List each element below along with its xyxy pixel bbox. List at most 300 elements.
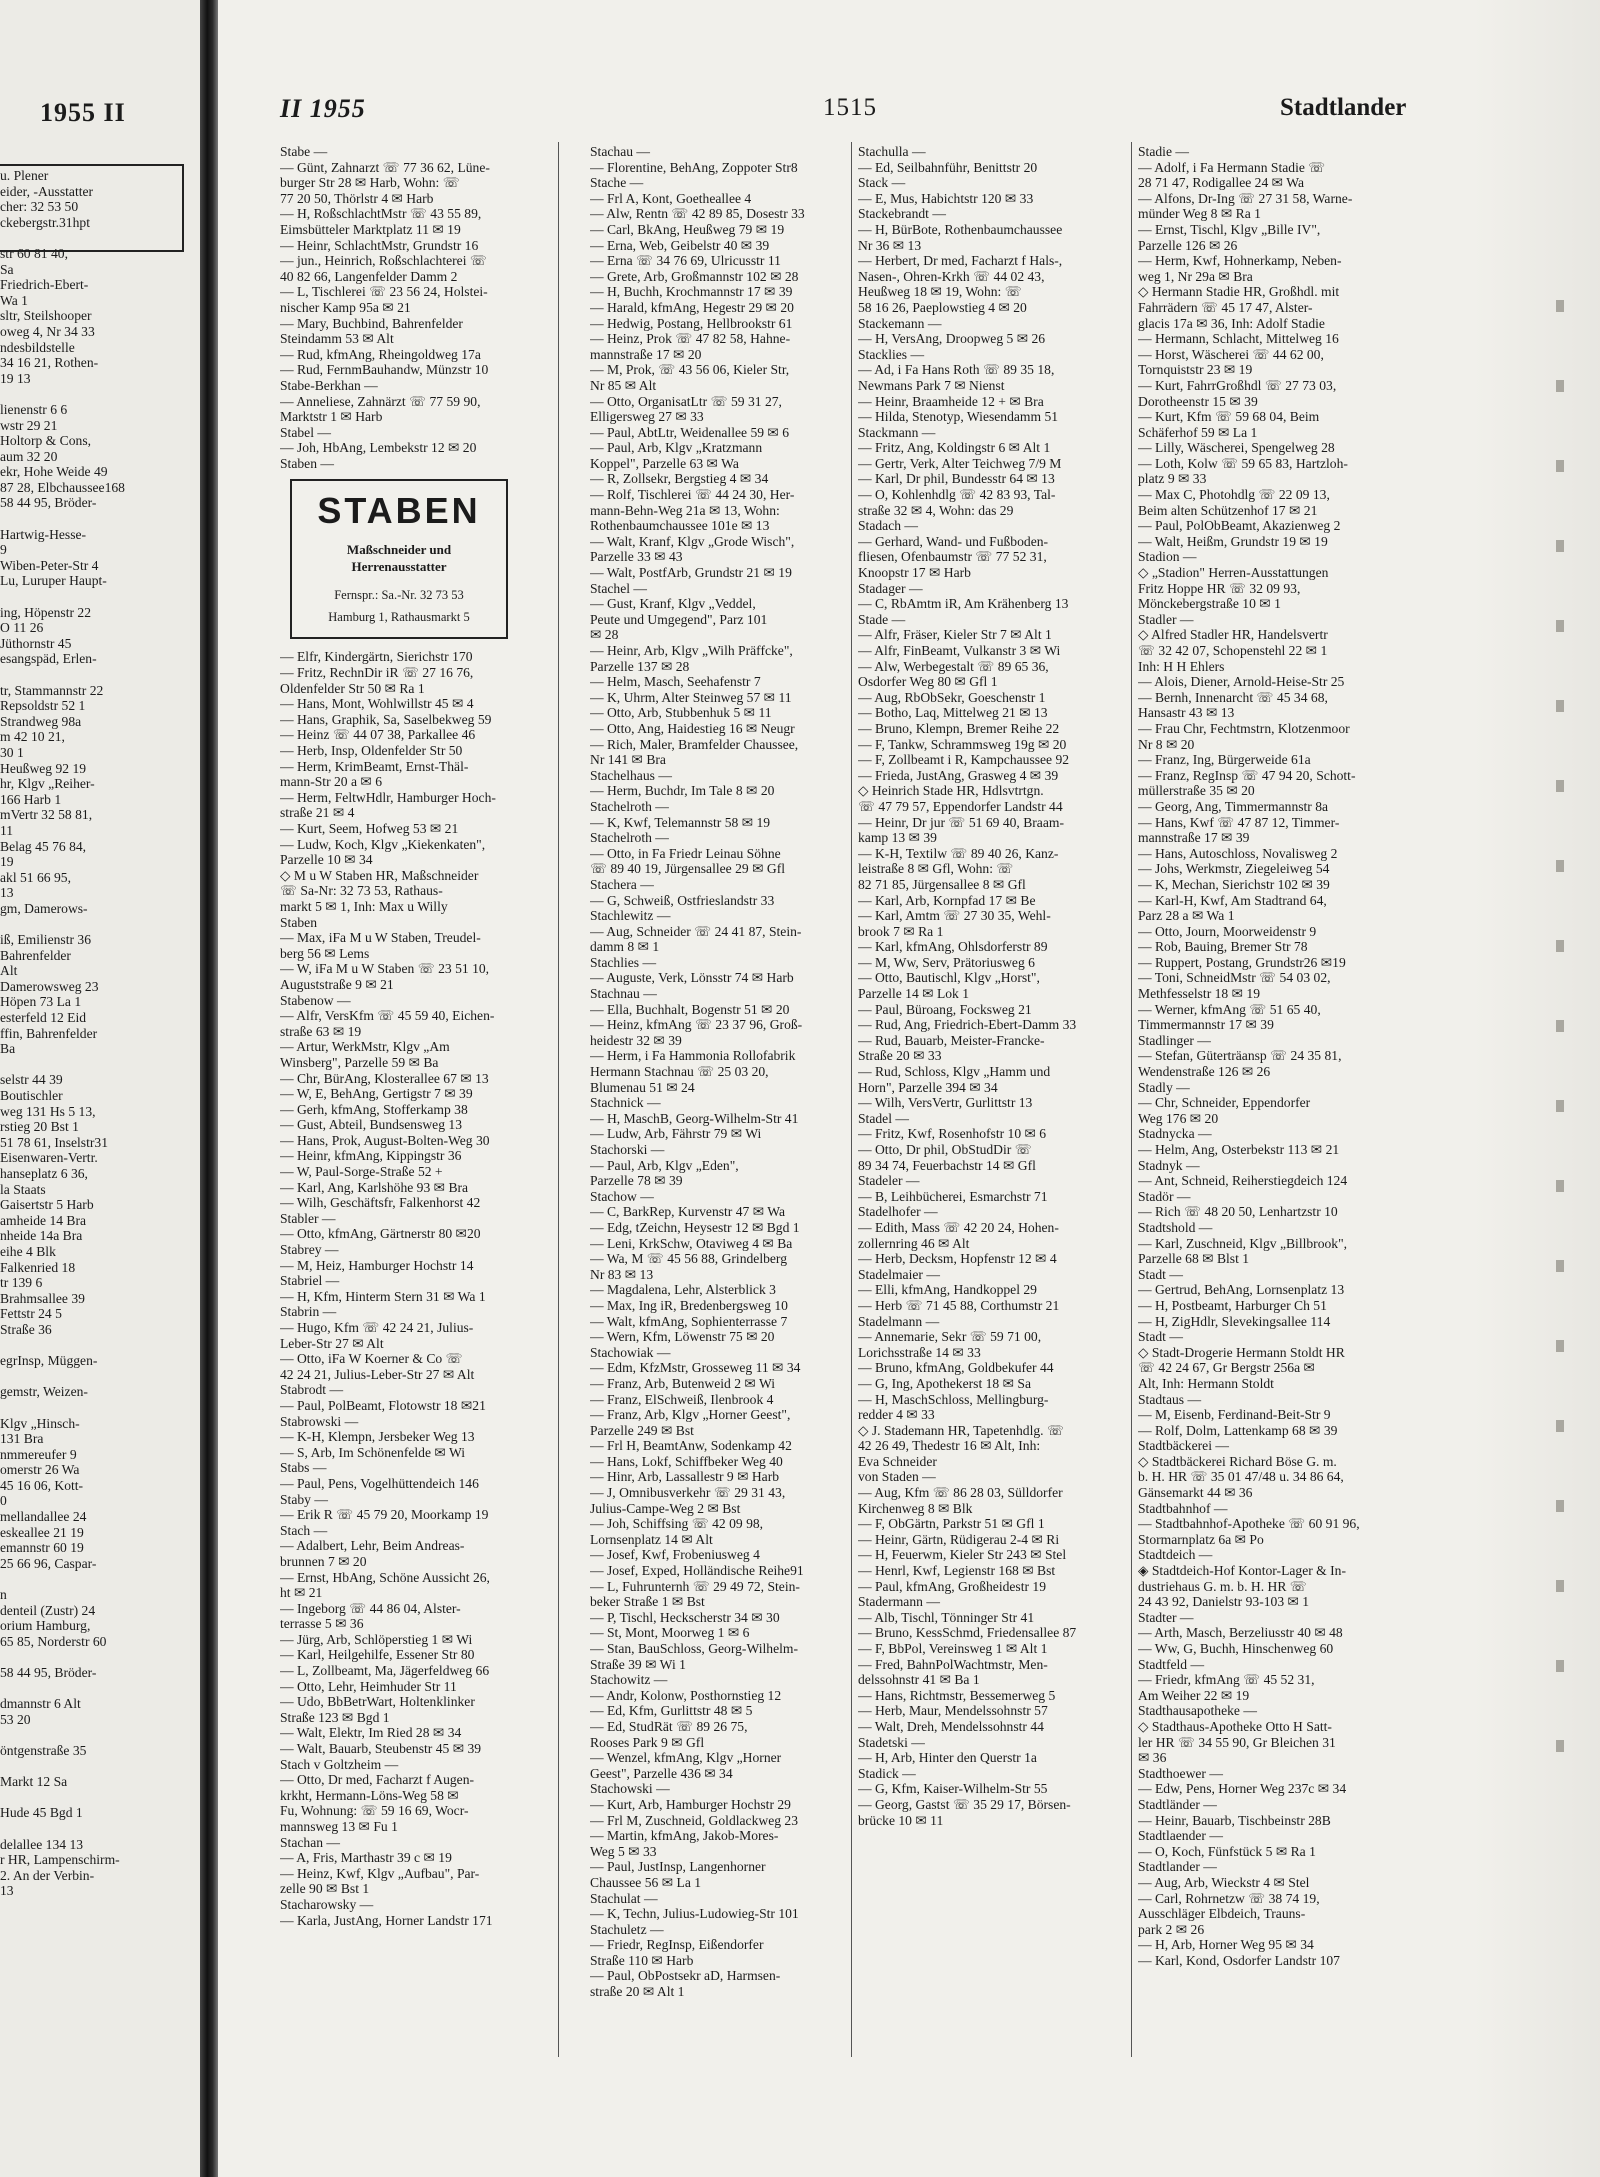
directory-entry-line: — Ludw, Koch, Klgv „Kiekenkaten", (280, 836, 486, 852)
directory-entry-line: Marktstr 1 ✉ Harb (280, 409, 383, 425)
directory-entry-line: — Herb, Insp, Oldenfelder Str 50 (280, 743, 463, 759)
directory-entry-line: Nr 83 ✉ 13 (590, 1266, 654, 1282)
directory-entry-line: Stabel — (280, 424, 331, 440)
directory-entry-line: Stadnyk — (1138, 1157, 1200, 1173)
directory-entry-line: Stabrey — (280, 1242, 339, 1258)
directory-entry-line: ☏ 42 24 67, Gr Bergstr 256a ✉ (1138, 1360, 1315, 1376)
directory-entry-line: — Aug, Kfm ☏ 86 28 03, Sülldorfer (858, 1485, 1063, 1501)
directory-entry-line: Stadly — (1138, 1079, 1190, 1095)
directory-entry-line: — Johs, Werkmstr, Ziegeleiweg 54 (1138, 861, 1330, 877)
directory-entry-line (0, 230, 196, 246)
directory-entry-line: O 11 26 (0, 620, 44, 636)
directory-entry-line: — Hans, Richtmstr, Bessemerweg 5 (858, 1687, 1056, 1703)
directory-entry-line: — Ad, i Fa Hans Roth ☏ 89 35 18, (858, 362, 1055, 378)
directory-entry-line: Repsoldstr 52 1 (0, 698, 86, 714)
directory-entry-line: — Heinr, kfmAng, Kippingstr 36 (280, 1148, 462, 1164)
directory-entry-line: Stadt — (1138, 1266, 1183, 1282)
directory-entry-line: ler HR ☏ 34 55 90, Gr Bleichen 31 (1138, 1734, 1336, 1750)
directory-entry-line: Stadör — (1138, 1188, 1191, 1204)
directory-entry-line (0, 1727, 196, 1743)
directory-entry-line: — J, Omnibusverkehr ☏ 29 31 43, (590, 1485, 786, 1501)
directory-entry-line: — Heinz, Prok ☏ 47 82 58, Hahne- (590, 331, 791, 347)
directory-entry-line: — Joh, Schiffsing ☏ 42 09 98, (590, 1516, 764, 1532)
page-header (218, 94, 1600, 128)
directory-entry-line: — Kurt, Arb, Hamburger Hochstr 29 (590, 1796, 791, 1812)
directory-entry-line: — K, Mechan, Sierichstr 102 ✉ 39 (1138, 876, 1330, 892)
directory-entry-line: Fettstr 24 5 (0, 1306, 62, 1322)
directory-entry-line: ekr, Hohe Weide 49 (0, 464, 108, 480)
directory-entry-line: Stadtdeich — (1138, 1547, 1213, 1563)
directory-entry-line: Stadthoewer — (1138, 1765, 1223, 1781)
directory-entry-line: — Ernst, Tischl, Klgv „Bille IV", (1138, 221, 1321, 237)
margin-mark (1556, 460, 1564, 472)
margin-mark (1556, 860, 1564, 872)
directory-entry-line: — Hilda, Stenotyp, Wiesendamm 51 (858, 409, 1059, 425)
directory-entry-line: Stadie — (1138, 144, 1189, 159)
directory-entry-line: park 2 ✉ 26 (1138, 1921, 1205, 1937)
directory-entry-line: Stadtshold — (1138, 1219, 1213, 1235)
directory-entry-line: Newmans Park 7 ✉ Nienst (858, 377, 1005, 393)
directory-entry-line: esangspäd, Erlen- (0, 651, 97, 667)
directory-entry-line: Stach — (280, 1522, 328, 1538)
directory-entry-line: — M, Heiz, Hamburger Hochstr 14 (280, 1257, 474, 1273)
directory-entry-line: münder Weg 8 ✉ Ra 1 (1138, 206, 1261, 222)
directory-entry-line: — Loth, Kolw ☏ 59 65 83, Hartzloh- (1138, 455, 1348, 471)
directory-entry-line: ◇ Alfred Stadler HR, Handelsvertr (1138, 627, 1328, 643)
directory-entry-line: Parzelle 78 ✉ 39 (590, 1173, 683, 1189)
directory-entry-line: — Herbert, Dr med, Facharzt f Hals-, (858, 253, 1063, 269)
directory-entry-line: Staben (280, 914, 317, 930)
directory-entry-line: — Max, Ing iR, Bredenbergsweg 10 (590, 1297, 788, 1313)
directory-entry-line: — H, BürBote, Rothenbaumchaussee (858, 221, 1063, 237)
directory-entry-line: 19 (0, 854, 14, 870)
directory-entry-line: lienenstr 6 6 (0, 401, 68, 417)
directory-entry-line: — Wern, Kfm, Löwenstr 75 ✉ 20 (590, 1329, 775, 1345)
directory-entry-line: — R, Zollsekr, Bergstieg 4 ✉ 34 (590, 471, 769, 487)
directory-entry-line: — Hans, Autoschloss, Novalisweg 2 (1138, 845, 1338, 861)
directory-entry-line: — Friedr, kfmAng ☏ 45 52 31, (1138, 1672, 1315, 1688)
directory-entry-line: mannstraße 17 ✉ 20 (590, 346, 702, 362)
margin-mark (1556, 700, 1564, 712)
directory-entry-line: brook 7 ✉ Ra 1 (858, 923, 944, 939)
directory-entry-line: — Mary, Buchbind, Bahrenfelder (280, 315, 463, 331)
directory-entry-line: — Hans, Prok, August-Bolten-Weg 30 (280, 1132, 490, 1148)
directory-entry-line: — C, BarkRep, Kurvenstr 47 ✉ Wa (590, 1204, 786, 1220)
directory-entry-line: Fahrrädern ☏ 45 17 47, Alster- (1138, 299, 1313, 315)
directory-entry-line: — Walt, PostfArb, Grundstr 21 ✉ 19 (590, 565, 792, 581)
directory-entry-line: — Heinr, Dr jur ☏ 51 69 40, Braam- (858, 814, 1064, 830)
directory-entry-line: 42 26 49, Thedestr 16 ✉ Alt, Inh: (858, 1438, 1041, 1454)
directory-entry-line: — Heinr, Arb, Klgv „Wilh Präffcke", (590, 643, 793, 658)
directory-entry-line: — K-H, Textilw ☏ 89 40 26, Kanz- (858, 845, 1059, 861)
directory-entry-line: heidestr 32 ✉ 39 (590, 1032, 682, 1048)
directory-entry-line: Hansastr 43 ✉ 13 (1138, 705, 1235, 721)
directory-entry-line: — Gust, Abteil, Bundsensweg 13 (280, 1117, 463, 1133)
directory-entry-line: gm, Damerows- (0, 900, 88, 916)
directory-entry-line: damm 8 ✉ 1 (590, 939, 660, 955)
directory-entry-line: Julius-Campe-Weg 2 ✉ Bst (590, 1500, 741, 1516)
directory-entry-line: — M, Prok, ☏ 43 56 06, Kieler Str, (590, 362, 790, 378)
directory-entry-line: — Herb ☏ 71 45 88, Corthumstr 21 (858, 1297, 1060, 1313)
directory-entry-line: Stadion — (1138, 549, 1197, 565)
directory-entry-line: Wendenstraße 126 ✉ 26 (1138, 1064, 1271, 1080)
directory-entry-line: Stachlies — (590, 954, 657, 970)
directory-entry-line: 58 44 95, Bröder- (0, 1665, 97, 1680)
directory-entry-line: ✉ 36 (1138, 1750, 1167, 1766)
directory-entry-line: — Karl, Ang, Karlshöhe 93 ✉ Bra (280, 1179, 469, 1195)
directory-entry-line: ◇ Heinrich Stade HR, Hdlsvtrtgn. (858, 783, 1044, 799)
directory-entry-line: Methfesselstr 18 ✉ 19 (1138, 986, 1261, 1002)
directory-entry-line: 0 (0, 1493, 7, 1509)
directory-entry-line: — Elli, kfmAng, Handkoppel 29 (858, 1282, 1037, 1298)
directory-entry-line: Stachelroth — (590, 830, 669, 846)
directory-entry-line: Dorotheenstr 15 ✉ 39 (1138, 393, 1258, 409)
directory-entry-line: mVertr 32 58 81, (0, 807, 93, 823)
directory-entry-line: — Kurt, Kfm ☏ 59 68 04, Beim (1138, 409, 1320, 425)
directory-entry-line: — Rolf, Dolm, Lattenkamp 68 ✉ 39 (1138, 1422, 1338, 1438)
directory-entry-line: Tornquiststr 23 ✉ 19 (1138, 362, 1253, 378)
directory-entry-line: Heußweg 92 19 (0, 760, 87, 776)
directory-entry-line: weg 131 Hs 5 13, (0, 1103, 96, 1119)
directory-entry-line: — Annemarie, Sekr ☏ 59 71 00, (858, 1329, 1042, 1345)
directory-entry-line: krkht, Hermann-Löns-Weg 58 ✉ (280, 1787, 459, 1803)
directory-entry-line: — Harald, kfmAng, Hegestr 29 ✉ 20 (590, 299, 794, 315)
directory-entry-line: — Auguste, Verk, Lönsstr 74 ✉ Harb (590, 970, 794, 986)
directory-entry-line: — Hans, Graphik, Sa, Saselbekweg 59 (280, 711, 492, 727)
directory-entry-line: ☏ 32 42 07, Schopenstehl 22 ✉ 1 (1138, 643, 1328, 658)
directory-entry-line: — Wa, M ☏ 45 56 88, Grindelberg (590, 1251, 788, 1267)
directory-entry-line: ckebergstr.31hpt (0, 214, 90, 230)
directory-entry-line: — Heinz, Kwf, Klgv „Aufbau", Par- (280, 1865, 480, 1881)
directory-entry-line: — Alfons, Dr-Ing ☏ 27 31 58, Warne- (1138, 190, 1353, 206)
directory-entry-line: — H, Postbeamt, Harburger Ch 51 (1138, 1297, 1327, 1313)
directory-entry-line: emannstr 60 19 (0, 1540, 84, 1556)
margin-mark (1556, 1500, 1564, 1512)
page-number: 1515 (823, 94, 877, 121)
directory-entry-line: Parzelle 14 ✉ Lok 1 (858, 986, 970, 1002)
directory-entry-line: — Carl, BkAng, Heußweg 79 ✉ 19 (590, 221, 785, 237)
directory-entry-line: — Martin, kfmAng, Jakob-Mores- (590, 1828, 779, 1844)
directory-entry-line: — Paul, PolBeamt, Flotowstr 18 ✉21 (280, 1397, 486, 1413)
directory-entry-line: — Karl, Amtm ☏ 27 30 35, Wehl- (858, 908, 1051, 924)
directory-entry-line: — L, Fuhrunternh ☏ 29 49 72, Stein- (590, 1578, 800, 1594)
directory-entry-line: — Aug, Schneider ☏ 24 41 87, Stein- (590, 923, 802, 939)
directory-entry-line: — Ernst, HbAng, Schöne Aussicht 26, (280, 1569, 490, 1585)
directory-entry-line: — C, RbAmtm iR, Am Krähenberg 13 (858, 596, 1069, 612)
directory-entry-line: Stadeler — (858, 1173, 920, 1189)
directory-entry-line: — W, E, BehAng, Gertigstr 7 ✉ 39 (280, 1086, 473, 1102)
directory-entry-line: ☏ 47 79 57, Eppendorfer Landstr 44 (858, 798, 1063, 814)
directory-entry-line: Stackmann — (858, 424, 936, 440)
directory-entry-line: — Karl, kfmAng, Ohlsdorferstr 89 (858, 939, 1048, 955)
directory-entry-line: mannsweg 13 ✉ Fu 1 (280, 1819, 398, 1834)
directory-entry-line: — Botho, Laq, Mittelweg 21 ✉ 13 (858, 705, 1048, 721)
column-3 (858, 144, 1160, 1828)
directory-entry-line: — H, Feuerwm, Kieler Str 243 ✉ Stel (858, 1547, 1067, 1563)
directory-entry-line: — Stan, BauSchloss, Georg-Wilhelm- (590, 1641, 798, 1656)
directory-entry-line: — Franz, Arb, Klgv „Horner Geest", (590, 1407, 791, 1423)
directory-entry-line: Nr 85 ✉ Alt (590, 377, 657, 393)
right-page (218, 0, 1600, 2177)
directory-entry-line: — Herm, KrimBeamt, Ernst-Thäl- (280, 758, 469, 774)
directory-entry-line: aum 32 20 (0, 448, 58, 464)
directory-entry-line: Parzelle 137 ✉ 28 (590, 658, 690, 674)
directory-entry-line: mannstraße 17 ✉ 39 (1138, 830, 1250, 846)
directory-entry-line: 65 85, Norderstr 60 (0, 1633, 107, 1649)
directory-entry-line: — M, Eisenb, Ferdinand-Beit-Str 9 (1138, 1407, 1331, 1423)
directory-entry-line: — Otto, Dr med, Facharzt f Augen- (280, 1772, 475, 1788)
directory-entry-line: — Udo, BbBetrWart, Holtenklinker (280, 1694, 475, 1710)
directory-entry-line: — Otto, Bautischl, Klgv „Horst", (858, 970, 1040, 986)
directory-entry-line: — Heinr, Braamheide 12 + ✉ Bra (858, 393, 1044, 409)
directory-entry-line: Heußweg 18 ✉ 19, Wohn: ☏ (858, 284, 1022, 300)
directory-entry-line: selstr 44 39 (0, 1072, 63, 1088)
margin-mark (1556, 1660, 1564, 1672)
directory-entry-line (0, 1759, 196, 1775)
directory-entry-line: Stachnick — (590, 1095, 661, 1111)
directory-entry-line: — Wenzel, kfmAng, Klgv „Horner (590, 1750, 782, 1766)
directory-entry-line: — Bruno, KessSchmd, Friedensallee 87 (858, 1625, 1077, 1641)
directory-entry-line: 53 20 (0, 1711, 31, 1727)
directory-entry-line: — Heinz ☏ 44 07 38, Parkallee 46 (280, 727, 476, 743)
directory-entry-line: tr, Stammannstr 22 (0, 682, 104, 698)
directory-entry-line: ◇ Stadt-Drogerie Hermann Stoldt HR (1138, 1344, 1345, 1360)
directory-entry-line: Nasen-, Ohren-Krkh ☏ 44 02 43, (858, 268, 1045, 284)
directory-entry-line: Holtorp & Cons, (0, 433, 92, 449)
directory-entry-line: — Franz, Ing, Bürgerweide 61a (1138, 752, 1311, 768)
ad-subtitle-line: Herrenausstatter (351, 559, 447, 575)
directory-entry-line: — Alw, Werbegestalt ☏ 89 65 36, (858, 658, 1049, 674)
directory-entry-line: — Heinr, Bauarb, Tischbeinstr 28B (1138, 1812, 1331, 1828)
directory-entry-line: Lu, Luruper Haupt- (0, 573, 107, 589)
directory-entry-line: Weg 5 ✉ 33 (590, 1843, 657, 1859)
directory-entry-line: beker Straße 1 ✉ Bst (590, 1594, 705, 1610)
directory-entry-line: straße 32 ✉ 4, Wohn: das 29 (858, 502, 1014, 518)
directory-entry-line: — Paul, JustInsp, Langenhorner (590, 1859, 766, 1875)
directory-entry-line: 25 66 96, Caspar- (0, 1555, 97, 1571)
directory-entry-line (0, 386, 196, 402)
directory-entry-line: — Fritz, Kwf, Rosenhofstr 10 ✉ 6 (858, 1126, 1047, 1142)
margin-mark (1556, 300, 1564, 312)
directory-entry-line: Stabs — (280, 1460, 327, 1476)
directory-entry-line: orium Hamburg, (0, 1618, 91, 1634)
directory-entry-line: 58 16 26, Paeplowstieg 4 ✉ 20 (858, 299, 1027, 315)
margin-mark (1556, 1100, 1564, 1112)
directory-entry-line (0, 1790, 196, 1806)
directory-entry-line: nischer Kamp 95a ✉ 21 (280, 299, 411, 315)
directory-entry-line: Belag 45 76 84, (0, 838, 87, 854)
directory-entry-line: Stabenow — (280, 992, 351, 1008)
directory-entry-line: Stade — (858, 611, 906, 627)
directory-entry-line: — H, MaschB, Georg-Wilhelm-Str 41 (590, 1110, 799, 1126)
directory-entry-line: Stacklies — (858, 346, 925, 362)
directory-entry-line: Stadach — (858, 518, 919, 534)
directory-entry-line: hr, Klgv „Reiher- (0, 776, 95, 792)
directory-entry-line: — Rob, Bauing, Bremer Str 78 (1138, 939, 1308, 955)
directory-entry-line: Chaussee 56 ✉ La 1 (590, 1874, 702, 1890)
directory-entry-line: Stabrin — (280, 1304, 337, 1320)
directory-entry-line: Stachelroth — (590, 798, 669, 814)
directory-entry-line: — Rich ☏ 48 20 50, Lenhartzstr 10 (1138, 1204, 1338, 1220)
directory-entry-line: mann-Behn-Weg 21a ✉ 13, Wohn: (590, 502, 780, 518)
directory-entry-line: — Max C, Photohdlg ☏ 22 09 13, (1138, 487, 1330, 503)
column-1-entries-top (280, 144, 582, 471)
directory-entry-line: fliesen, Ofenbaumstr ☏ 77 52 31, (858, 549, 1047, 565)
directory-entry-line: — G, Kfm, Kaiser-Wilhelm-Str 55 (858, 1781, 1048, 1797)
directory-entry-line: — Walt, Bauarb, Steubenstr 45 ✉ 39 (280, 1741, 482, 1757)
directory-entry-line: — Walt, Kranf, Klgv „Grode Wisch", (590, 533, 795, 549)
directory-entry-line: — H, ZigHdlr, Slevekingsallee 114 (1138, 1313, 1331, 1329)
directory-entry-line: — Otto, OrganisatLtr ☏ 59 31 27, (590, 393, 782, 409)
ad-phone: Fernspr.: Sa.-Nr. 32 73 53 (334, 588, 464, 603)
directory-entry-line: Hude 45 Bgd 1 (0, 1805, 83, 1821)
column-1 (280, 144, 582, 1928)
directory-entry-line: — Frieda, JustAng, Grasweg 4 ✉ 39 (858, 767, 1059, 783)
directory-entry-line: brücke 10 ✉ 11 (858, 1812, 944, 1828)
directory-entry-line: — Fred, BahnPolWachtmstr, Men- (858, 1656, 1048, 1672)
directory-entry-line: Nr 8 ✉ 20 (1138, 736, 1195, 752)
directory-entry-line (0, 917, 196, 933)
directory-entry-line: Stachorski — (590, 1142, 665, 1157)
directory-entry-line: — F, Tankw, Schrammsweg 19g ✉ 20 (858, 736, 1067, 752)
directory-entry-line: burger Str 28 ✉ Harb, Wohn: ☏ (280, 175, 460, 191)
directory-entry-line: ht ✉ 21 (280, 1585, 323, 1601)
directory-entry-line: Stachowitz — (590, 1672, 668, 1688)
directory-entry-line: Oldenfelder Str 50 ✉ Ra 1 (280, 680, 425, 696)
directory-entry-line: Stadt — (1138, 1329, 1183, 1345)
directory-entry-line: — Karl, Dr phil, Bundesstr 64 ✉ 13 (858, 471, 1055, 487)
directory-entry-line: ☏ Sa-Nr: 32 73 53, Rathaus- (280, 883, 443, 899)
directory-entry-line: — M, Ww, Serv, Prätoriusweg 6 (858, 954, 1035, 970)
directory-entry-line: — Ruppert, Postang, Grundstr26 ✉19 (1138, 954, 1346, 970)
directory-entry-line: — Joh, HbAng, Lembekstr 12 ✉ 20 (280, 440, 477, 456)
directory-entry-line: Stadelmann — (858, 1313, 940, 1329)
directory-entry-line: 30 1 (0, 744, 24, 760)
margin-mark (1556, 1420, 1564, 1432)
directory-entry-line: Stadtbäckerei — (1138, 1438, 1229, 1454)
directory-entry-line: gemstr, Weizen- (0, 1384, 88, 1400)
directory-entry-line (0, 667, 196, 683)
directory-entry-line: markt 5 ✉ 1, Inh: Max u Willy (280, 898, 448, 914)
directory-entry-line: Straße 39 ✉ Wi 1 (590, 1656, 686, 1672)
directory-entry-line: — H, VersAng, Droopweg 5 ✉ 26 (858, 331, 1046, 347)
directory-entry-line: mellandallee 24 (0, 1509, 87, 1525)
margin-mark (1556, 1020, 1564, 1032)
directory-entry-line: — Henrl, Kwf, Legienstr 168 ✉ Bst (858, 1563, 1056, 1579)
directory-entry-line: — K, Techn, Julius-Ludowieg-Str 101 (590, 1906, 799, 1922)
directory-entry-line: — Herb, Maur, Mendelssohnstr 57 (858, 1703, 1048, 1719)
header-year: II 1955 (280, 94, 366, 123)
directory-entry-line: Stabe — (280, 144, 328, 159)
directory-entry-line: Rothenbaumchaussee 101e ✉ 13 (590, 518, 770, 534)
directory-entry-line: Stadtlaender — (1138, 1828, 1223, 1844)
column-4 (1138, 144, 1448, 1968)
directory-entry-line: ☏ 89 40 19, Jürgensallee 29 ✉ Gfl (590, 861, 786, 877)
directory-entry-line: — Rolf, Tischlerei ☏ 44 24 30, Her- (590, 487, 795, 503)
directory-entry-line: — Rud, FernmBauhandw, Münzstr 10 (280, 362, 489, 378)
ad-subtitle (298, 541, 500, 575)
directory-entry-line (0, 1649, 196, 1665)
directory-entry-line: Eisenwaren-Vertr. (0, 1150, 98, 1166)
directory-entry-line (0, 1571, 196, 1587)
directory-entry-line: Eva Schneider (858, 1453, 937, 1469)
directory-entry-line: — Aug, RbObSekr, Goeschenstr 1 (858, 689, 1046, 705)
directory-entry-line: — Fritz, RechnDir iR ☏ 27 16 76, (280, 665, 474, 681)
directory-entry-line: — Ingeborg ☏ 44 86 04, Alster- (280, 1600, 461, 1616)
directory-entry-line: — Werner, kfmAng ☏ 51 65 40, (1138, 1001, 1321, 1017)
directory-entry-line: — Horst, Wäscherei ☏ 44 62 00, (1138, 346, 1324, 362)
directory-entry-line: — H, Arb, Horner Weg 95 ✉ 34 (1138, 1937, 1314, 1953)
directory-entry-line: — Kurt, Seem, Hofweg 53 ✉ 21 (280, 821, 459, 836)
directory-entry-line: — E, Mus, Habichtstr 120 ✉ 33 (858, 190, 1034, 206)
directory-entry-line: b. H. HR ☏ 35 01 47/48 u. 34 86 64, (1138, 1469, 1344, 1485)
directory-entry-line: Rooses Park 9 ✉ Gfl (590, 1734, 705, 1750)
directory-entry-line: — Adalbert, Lehr, Beim Andreas- (280, 1538, 465, 1554)
directory-entry-line: denteil (Zustr) 24 (0, 1602, 96, 1618)
directory-entry-line: — Paul, Arb, Klgv „Eden", (590, 1157, 739, 1173)
directory-entry-line: — Paul, kfmAng, Großheidestr 19 (858, 1578, 1047, 1594)
margin-mark (1556, 1260, 1564, 1272)
directory-entry-line: — O, Koch, Fünfstück 5 ✉ Ra 1 (1138, 1843, 1316, 1859)
left-column (0, 168, 196, 1899)
directory-entry-line: Stachulla — (858, 144, 926, 159)
directory-entry-line: — Rud, Schloss, Klgv „Hamm und (858, 1064, 1051, 1080)
directory-entry-line: — Franz, RegInsp ☏ 47 94 20, Schott- (1138, 767, 1356, 783)
directory-entry-line: — Hedwig, Postang, Hellbrookstr 61 (590, 315, 793, 331)
margin-mark (1556, 1580, 1564, 1592)
directory-entry-line: nheide 14a Bra (0, 1228, 83, 1244)
directory-entry-line: — Georg, Gastst ☏ 35 29 17, Börsen- (858, 1796, 1071, 1812)
directory-entry-line: Stache — (590, 175, 644, 191)
directory-entry-line: Wa 1 (0, 292, 28, 308)
directory-entry-line: Lornsenplatz 14 ✉ Alt (590, 1531, 713, 1547)
staben-advertisement (290, 479, 508, 639)
directory-entry-line: Mönckebergstraße 10 ✉ 1 (1138, 596, 1281, 612)
directory-entry-line: amheide 14 Bra (0, 1212, 87, 1228)
directory-entry-line: Nr 36 ✉ 13 (858, 237, 922, 253)
directory-entry-line: — Karl, Arb, Kornpfad 17 ✉ Be (858, 892, 1036, 908)
directory-entry-line: — Alw, Rentn ☏ 42 89 85, Dosestr 33 (590, 206, 805, 222)
directory-entry-line: — Erna, Web, Geibelstr 40 ✉ 39 (590, 237, 770, 253)
directory-entry-line: Elligersweg 27 ✉ 33 (590, 409, 704, 425)
directory-entry-line: — Karl, Heilgehilfe, Essener Str 80 (280, 1647, 475, 1663)
directory-entry-line: Geest", Parzelle 436 ✉ 34 (590, 1765, 733, 1781)
directory-entry-line: Stackemann — (858, 315, 942, 331)
directory-entry-line: — K, Kwf, Telemannstr 58 ✉ 19 (590, 814, 771, 830)
directory-entry-line: Falkenried 18 (0, 1259, 76, 1275)
directory-entry-line: — Herm, Buchdr, Im Tale 8 ✉ 20 (590, 783, 775, 799)
directory-entry-line: — Hugo, Kfm ☏ 42 24 21, Julius- (280, 1320, 474, 1335)
directory-entry-line: 77 20 50, Thörlstr 4 ✉ Harb (280, 190, 434, 206)
directory-entry-line: — Günt, Zahnarzt ☏ 77 36 62, Lüne- (280, 159, 490, 175)
directory-entry-line: — Hinr, Arb, Lassallestr 9 ✉ Harb (590, 1469, 780, 1485)
directory-entry-line: — Toni, SchneidMstr ☏ 54 03 02, (1138, 970, 1331, 986)
directory-entry-line: omerstr 26 Wa (0, 1462, 80, 1478)
directory-entry-line: — Paul, AbtLtr, Weidenallee 59 ✉ 6 (590, 424, 790, 440)
directory-entry-line: — Gust, Kranf, Klgv „Veddel, (590, 596, 756, 612)
directory-entry-line: — Paul, Arb, Klgv „Kratzmann (590, 440, 763, 456)
directory-entry-line: r HR, Lampenschirm- (0, 1852, 120, 1868)
directory-entry-line: 131 Bra (0, 1431, 44, 1447)
directory-entry-line: — Ed, Seilbahnführ, Benittstr 20 (858, 159, 1038, 175)
directory-entry-line: — L, Zollbeamt, Ma, Jägerfeldweg 66 (280, 1663, 490, 1679)
directory-entry-line: Straße 36 (0, 1321, 52, 1337)
directory-entry-line: ◈ Stadtdeich-Hof Kontor-Lager & In- (1138, 1563, 1346, 1579)
directory-entry-line: Ausschläger Elbdeich, Trauns- (1138, 1906, 1306, 1922)
directory-entry-line: Staby — (280, 1491, 328, 1507)
directory-entry-line: Hermann Stachnau ☏ 25 03 20, (590, 1064, 769, 1080)
directory-entry-line: — Rich, Maler, Bramfelder Chaussee, (590, 736, 799, 752)
